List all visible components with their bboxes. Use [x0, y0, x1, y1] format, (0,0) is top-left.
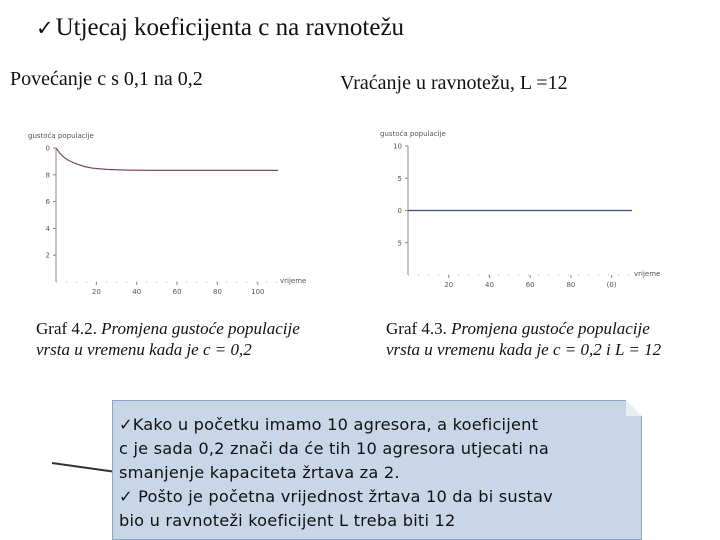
caption2-prefix: Graf 4.3.: [386, 319, 447, 338]
slide-title: [36, 14, 404, 42]
note-line: ✓ Pošto je početna vrijednost žrtava 10 da bi sustav: [119, 487, 553, 506]
y-tick-label: 5: [397, 239, 402, 248]
caption1-line1: Promjena gustoće populacije: [101, 319, 300, 338]
callout-pointer: [52, 462, 116, 473]
x-tick-label: 40: [484, 281, 494, 289]
y-axis-label: gustoća populacije: [28, 132, 94, 140]
subtitle-right: Vraćanje u ravnotežu, L =12: [340, 72, 568, 94]
title-text: Utjecaj koeficijenta c na ravnotežu: [55, 14, 405, 41]
y-tick-label: 6: [45, 198, 50, 207]
y-tick-label: 0: [397, 207, 402, 215]
y-tick-label: 10: [393, 142, 402, 151]
caption-graf-4-2: [36, 318, 300, 360]
y-tick-label: 4: [45, 224, 50, 233]
x-tick-label: 80: [566, 281, 576, 289]
y-axis-label: gustoća populacije: [380, 130, 446, 138]
folded-corner: [626, 400, 642, 416]
note-line: smanjenje kapaciteta žrtava za 2.: [119, 463, 400, 482]
note-box: [112, 400, 642, 540]
title-check-icon: ✓: [36, 16, 54, 40]
x-axis-label: vrijeme: [280, 277, 307, 285]
caption1-line2: vrsta u vremenu kada je c = 0,2: [36, 340, 252, 359]
y-tick-label: 5: [397, 174, 402, 183]
x-tick-label: 20: [444, 281, 454, 289]
y-tick-label: 0: [45, 144, 50, 153]
x-tick-label: 60: [172, 288, 182, 296]
note-line: ✓Kako u početku imamo 10 agresora, a koeficijent: [119, 415, 539, 434]
x-tick-label: 20: [91, 288, 101, 296]
chart-graf-4-2: [10, 120, 320, 300]
x-tick-label: 80: [212, 288, 222, 296]
y-tick-label: 8: [45, 171, 50, 180]
x-tick-label: 40: [132, 288, 142, 296]
subtitle-left: Povećanje c s 0,1 na 0,2: [10, 68, 203, 90]
caption1-prefix: Graf 4.2.: [36, 319, 97, 338]
x-tick-label: 60: [525, 281, 535, 289]
x-axis-label: vrijeme: [634, 270, 661, 278]
caption-graf-4-3: [386, 318, 661, 360]
x-tick-label: (0): [606, 281, 617, 289]
y-tick-label: 2: [45, 251, 50, 260]
note-line: c je sada 0,2 znači da će tih 10 agresora utjecati na: [119, 439, 549, 458]
chart-graf-4-3: [370, 120, 670, 295]
caption2-line1: Promjena gustoće populacije: [451, 319, 650, 338]
x-tick-label: 100: [251, 288, 265, 296]
caption2-line2: vrsta u vremenu kada je c = 0,2 i L = 12: [386, 340, 662, 359]
note-line: bio u ravnoteži koeficijent L treba biti 12: [119, 511, 456, 530]
series-line: [56, 148, 278, 170]
